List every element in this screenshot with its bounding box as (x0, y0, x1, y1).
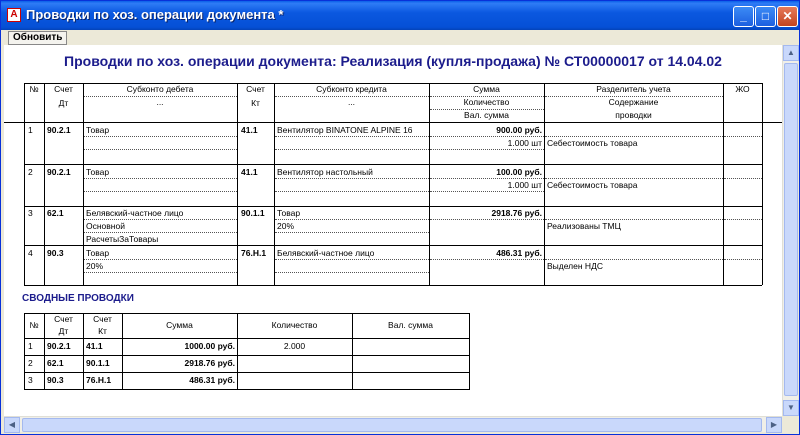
maximize-button[interactable]: □ (755, 6, 776, 27)
toolbar (4, 30, 798, 45)
header-subconto-debit-dots: ... (156, 97, 164, 107)
summary-header-val: Вал. сумма (388, 320, 433, 330)
close-button[interactable]: ✕ (777, 6, 798, 27)
summary-row-sum: 2918.76 руб. (184, 358, 235, 368)
summary-row-kt: 76.Н.1 (86, 375, 112, 385)
header-divider: Разделитель учета (596, 84, 671, 94)
summary-header-qty: Количество (271, 320, 318, 330)
header-acct-kt: Счет (246, 84, 265, 94)
summary-row-num: 1 (28, 341, 33, 351)
refresh-button[interactable]: Обновить (8, 31, 67, 45)
summary-header-dt: Счет (54, 314, 73, 324)
summary-row-dt: 90.2.1 (47, 341, 71, 351)
header-qty: Количество (463, 97, 510, 107)
entry-sum: 2918.76 руб. (491, 208, 542, 218)
scroll-right-icon[interactable]: ▶ (766, 417, 782, 433)
entry-content: Реализованы ТМЦ (547, 221, 621, 231)
summary-header-kt-2: Кт (98, 326, 107, 336)
header-subconto-credit-dots: ... (347, 97, 356, 107)
header-content: Содержание (608, 97, 659, 107)
entry-debit-subconto-3: РасчетыЗаТовары (86, 234, 159, 244)
summary-row-kt: 90.1.1 (86, 358, 110, 368)
horizontal-scrollbar[interactable] (4, 416, 782, 432)
entry-sum: 486.31 руб. (496, 248, 542, 258)
entry-acct-kt: 76.Н.1 (241, 248, 267, 258)
summary-header-dt-2: Дт (58, 326, 69, 336)
entry-sum: 100.00 руб. (496, 167, 542, 177)
entry-acct-kt: 41.1 (241, 125, 258, 135)
summary-header-sum: Сумма (166, 320, 193, 330)
header-acct-dt-2: Дт (58, 98, 69, 108)
entry-credit-subconto: Белявский-частное лицо (277, 248, 375, 258)
title-bar[interactable] (1, 1, 799, 30)
entry-debit-subconto-2: 20% (86, 261, 104, 271)
entry-debit-subconto: Товар (86, 167, 110, 177)
entry-num: 4 (28, 248, 33, 258)
scroll-down-icon[interactable]: ▼ (783, 400, 799, 416)
header-subconto-debit: Субконто дебета (126, 84, 194, 94)
horizontal-scroll-thumb[interactable] (22, 418, 762, 432)
header-sum: Сумма (473, 84, 500, 94)
report-area (4, 45, 782, 416)
header-content-2: проводки (615, 110, 652, 120)
entry-num: 1 (28, 125, 33, 135)
vertical-scroll-thumb[interactable] (784, 63, 798, 396)
entry-acct-dt: 90.2.1 (47, 125, 71, 135)
scroll-up-icon[interactable]: ▲ (783, 45, 799, 61)
summary-row-sum: 486.31 руб. (189, 375, 235, 385)
entry-qty: 1.000 шт (507, 180, 542, 190)
scroll-left-icon[interactable]: ◀ (4, 417, 20, 433)
summary-row-dt: 62.1 (47, 358, 64, 368)
summary-row-num: 2 (28, 358, 33, 368)
entry-qty: 1.000 шт (507, 138, 542, 148)
summary-row-dt: 90.3 (47, 375, 64, 385)
summary-row-num: 3 (28, 375, 33, 385)
header-val-sum: Вал. сумма (464, 110, 509, 120)
summary-row-qty: 2.000 (283, 341, 306, 351)
header-subconto-credit: Субконто кредита (316, 84, 387, 94)
entry-credit-subconto: Товар (277, 208, 301, 218)
entry-credit-subconto: Вентилятор BINATONE ALPINE 16 (277, 125, 413, 135)
header-jo: ЖО (735, 84, 750, 94)
window-title: Проводки по хоз. операции документа * (26, 7, 284, 22)
entry-debit-subconto: Белявский-частное лицо (86, 208, 184, 218)
entry-debit-subconto: Товар (86, 248, 110, 258)
summary-header-num: № (29, 320, 39, 330)
header-acct-dt: Счет (54, 84, 73, 94)
summary-row-kt: 41.1 (86, 341, 103, 351)
summary-title: СВОДНЫЕ ПРОВОДКИ (22, 293, 134, 304)
entry-sum: 900.00 руб. (496, 125, 542, 135)
document-title: Проводки по хоз. операции документа: Реализация (купля-продажа) № СТ00000017 от 14.04.02 (64, 53, 722, 69)
summary-row-sum: 1000.00 руб. (184, 341, 235, 351)
entry-acct-kt: 90.1.1 (241, 208, 265, 218)
entry-acct-dt: 90.3 (47, 248, 64, 258)
entry-content: Себестоимость товара (547, 180, 638, 190)
entry-content: Выделен НДС (547, 261, 603, 271)
entry-credit-subconto: Вентилятор настольный (277, 167, 373, 177)
app-icon[interactable]: A (7, 8, 21, 22)
header-num: № (29, 84, 39, 94)
summary-header-kt: Счет (93, 314, 112, 324)
entry-num: 3 (28, 208, 33, 218)
vertical-scrollbar[interactable] (782, 45, 798, 416)
minimize-button[interactable]: _ (733, 6, 754, 27)
entry-num: 2 (28, 167, 33, 177)
entry-content: Себестоимость товара (547, 138, 638, 148)
entry-acct-dt: 62.1 (47, 208, 64, 218)
entry-debit-subconto-2: Основной (86, 221, 125, 231)
entry-credit-subconto-2: 20% (277, 221, 295, 231)
entry-acct-dt: 90.2.1 (47, 167, 71, 177)
entry-acct-kt: 41.1 (241, 167, 258, 177)
header-acct-kt-2: Кт (251, 98, 260, 108)
entry-debit-subconto: Товар (86, 125, 110, 135)
